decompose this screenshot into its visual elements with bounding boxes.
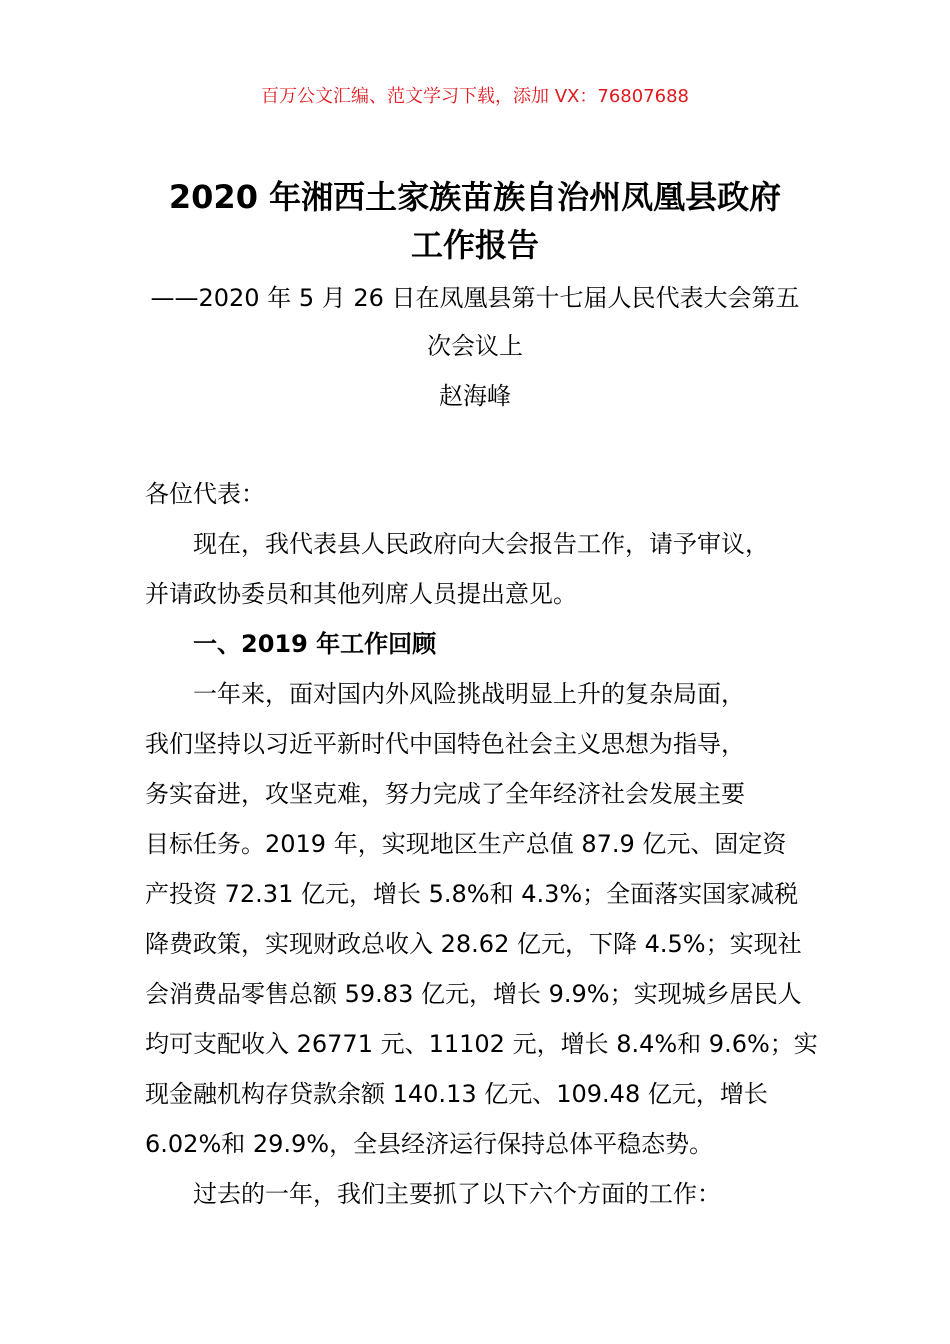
report-title-line-2: 工作报告 [410, 226, 539, 264]
review-line: 务实奋进，攻坚克难，努力完成了全年经济社会发展主要 [145, 780, 745, 808]
intro-line: 现在，我代表县人民政府向大会报告工作，请予审议， [193, 530, 769, 558]
review-line: 产投资 72.31 亿元，增长 5.8%和 4.3%；全面落实国家减税 [145, 880, 799, 908]
report-subtitle-line-1: ——2020 年 5 月 26 日在凤凰县第十七届人民代表大会第五 [150, 284, 800, 312]
review-line: 降费政策，实现财政总收入 28.62 亿元，下降 4.5%；实现社 [145, 930, 802, 958]
report-title-line-1: 2020 年湘西土家族苗族自治州凤凰县政府 [168, 178, 782, 216]
intro-line: 并请政协委员和其他列席人员提出意见。 [145, 580, 577, 608]
closing-line: 过去的一年，我们主要抓了以下六个方面的工作： [193, 1180, 721, 1208]
review-line: 一年来，面对国内外风险挑战明显上升的复杂局面， [193, 680, 745, 708]
review-line: 均可支配收入 26771 元、11102 元，增长 8.4%和 9.6%；实 [145, 1030, 818, 1058]
report-subtitle-line-2: 次会议上 [427, 332, 523, 360]
review-line: 6.02%和 29.9%，全县经济运行保持总体平稳态势。 [145, 1130, 714, 1158]
promo-banner: 百万公文汇编、范文学习下载，添加 VX：76807688 [261, 86, 689, 107]
review-line: 会消费品零售总额 59.83 亿元，增长 9.9%；实现城乡居民人 [145, 980, 802, 1008]
report-author: 赵海峰 [439, 382, 511, 410]
section-heading: 一、2019 年工作回顾 [193, 630, 437, 658]
review-line: 现金融机构存贷款余额 140.13 亿元、109.48 亿元，增长 [145, 1080, 768, 1108]
review-line: 我们坚持以习近平新时代中国特色社会主义思想为指导， [145, 730, 745, 758]
review-line: 目标任务。2019 年，实现地区生产总值 87.9 亿元、固定资 [145, 830, 787, 858]
salutation: 各位代表： [145, 480, 265, 508]
